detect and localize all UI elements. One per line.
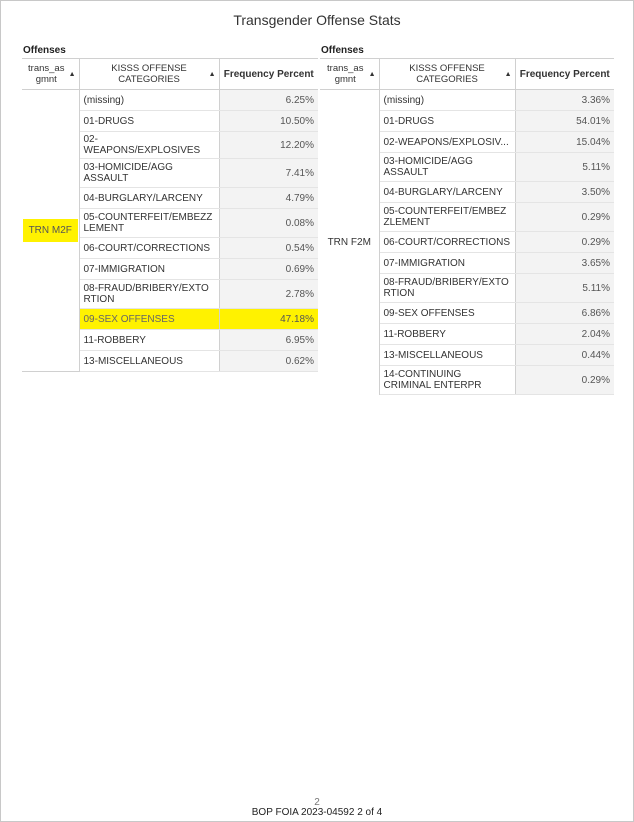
offense-category-cell: 05-COUNTERFEIT/EMBEZ ZLEMENT	[379, 203, 515, 232]
frequency-percent-cell: 0.69%	[219, 259, 318, 280]
frequency-percent-cell: 0.54%	[219, 238, 318, 259]
offense-category-cell: 07-IMMIGRATION	[379, 253, 515, 274]
offense-category-cell: 09-SEX OFFENSES	[379, 303, 515, 324]
group-label: TRN F2M	[327, 236, 371, 248]
column-header-frequency-percent[interactable]	[219, 59, 318, 90]
offense-category-cell: (missing)	[79, 90, 219, 111]
offense-category-cell: 04-BURGLARY/LARCENY	[379, 182, 515, 203]
sort-up-icon[interactable]: ▲	[504, 71, 512, 78]
column-header-trans-asgmnt[interactable]	[320, 59, 379, 90]
table-row	[22, 90, 318, 111]
group-cell	[320, 90, 379, 395]
frequency-percent-cell: 5.11%	[515, 274, 614, 303]
column-header-label: KISSS OFFENSE CATEGORIES	[111, 63, 187, 85]
page-footer	[0, 798, 634, 818]
offense-category-cell: 02-WEAPONS/EXPLOSIVES	[79, 132, 219, 159]
sort-up-icon[interactable]: ▲	[208, 71, 216, 78]
offenses-table-m2f	[22, 58, 318, 372]
offense-category-cell: 04-BURGLARY/LARCENY	[79, 188, 219, 209]
offenses-panel-m2f	[22, 44, 318, 372]
table-row	[320, 90, 614, 111]
frequency-percent-cell: 0.62%	[219, 351, 318, 372]
frequency-percent-cell: 6.95%	[219, 330, 318, 351]
offense-category-cell: 09-SEX OFFENSES	[79, 309, 219, 330]
frequency-percent-cell: 2.78%	[219, 280, 318, 309]
frequency-percent-cell: 0.44%	[515, 345, 614, 366]
frequency-percent-cell: 12.20%	[219, 132, 318, 159]
frequency-percent-cell: 54.01%	[515, 111, 614, 132]
column-header-label: trans_as gmnt	[327, 63, 364, 85]
column-header-label: trans_as gmnt	[28, 63, 65, 85]
frequency-percent-cell: 0.08%	[219, 209, 318, 238]
offense-category-cell: 01-DRUGS	[379, 111, 515, 132]
offense-category-cell: 14-CONTINUING CRIMINAL ENTERPR	[379, 366, 515, 395]
offense-category-cell: 08-FRAUD/BRIBERY/EXTO RTION	[79, 280, 219, 309]
column-header-label: Frequency Percent	[519, 68, 610, 80]
panel-title: Offenses	[321, 45, 364, 56]
frequency-percent-cell: 47.18%	[219, 309, 318, 330]
frequency-percent-cell: 3.50%	[515, 182, 614, 203]
offense-category-cell: 06-COURT/CORRECTIONS	[79, 238, 219, 259]
page-number: 2	[314, 797, 320, 808]
group-label: TRN M2F	[23, 219, 78, 242]
group-cell	[22, 90, 79, 372]
frequency-percent-cell: 0.29%	[515, 366, 614, 395]
frequency-percent-cell: 4.79%	[219, 188, 318, 209]
panel-title: Offenses	[23, 45, 66, 56]
column-header-label: KISSS OFFENSE CATEGORIES	[409, 63, 485, 85]
column-header-offense-category[interactable]	[379, 59, 515, 90]
offense-category-cell: 06-COURT/CORRECTIONS	[379, 232, 515, 253]
sort-up-icon[interactable]: ▲	[368, 71, 376, 78]
frequency-percent-cell: 6.25%	[219, 90, 318, 111]
offense-category-cell: 07-IMMIGRATION	[79, 259, 219, 280]
sort-up-icon[interactable]: ▲	[68, 71, 76, 78]
table-body	[22, 90, 318, 372]
offense-category-cell: 11-ROBBERY	[379, 324, 515, 345]
offenses-panel-f2m	[320, 44, 614, 395]
offense-category-cell: 01-DRUGS	[79, 111, 219, 132]
offense-category-cell: 13-MISCELLANEOUS	[79, 351, 219, 372]
frequency-percent-cell: 3.36%	[515, 90, 614, 111]
column-header-label: Frequency Percent	[223, 68, 314, 80]
column-header-offense-category[interactable]	[79, 59, 219, 90]
table-body	[320, 90, 614, 395]
offense-category-cell: 02-WEAPONS/EXPLOSIV...	[379, 132, 515, 153]
frequency-percent-cell: 0.29%	[515, 232, 614, 253]
offense-category-cell: 05-COUNTERFEIT/EMBEZZ LEMENT	[79, 209, 219, 238]
frequency-percent-cell: 0.29%	[515, 203, 614, 232]
offense-category-cell: 13-MISCELLANEOUS	[379, 345, 515, 366]
footer-label: BOP FOIA 2023-04592 2 of 4	[251, 807, 383, 818]
offense-category-cell: 11-ROBBERY	[79, 330, 219, 351]
report-title: Transgender Offense Stats	[233, 12, 401, 28]
offenses-table-f2m	[320, 58, 614, 395]
offense-category-cell: (missing)	[379, 90, 515, 111]
frequency-percent-cell: 6.86%	[515, 303, 614, 324]
offense-category-cell: 08-FRAUD/BRIBERY/EXTO RTION	[379, 274, 515, 303]
frequency-percent-cell: 3.65%	[515, 253, 614, 274]
offense-category-cell: 03-HOMICIDE/AGG ASSAULT	[379, 153, 515, 182]
frequency-percent-cell: 2.04%	[515, 324, 614, 345]
frequency-percent-cell: 15.04%	[515, 132, 614, 153]
offense-category-cell: 03-HOMICIDE/AGG ASSAULT	[79, 159, 219, 188]
frequency-percent-cell: 10.50%	[219, 111, 318, 132]
column-header-frequency-percent[interactable]	[515, 59, 614, 90]
frequency-percent-cell: 5.11%	[515, 153, 614, 182]
frequency-percent-cell: 7.41%	[219, 159, 318, 188]
column-header-trans-asgmnt[interactable]	[22, 59, 79, 90]
